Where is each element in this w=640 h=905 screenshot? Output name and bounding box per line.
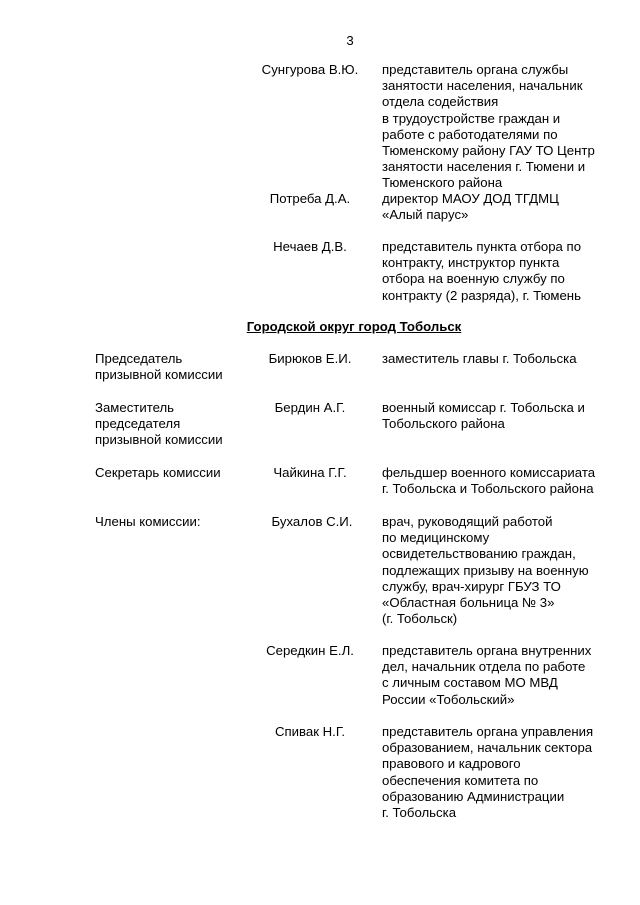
member-name: Бирюков Е.И. bbox=[268, 351, 352, 366]
member-description: врач, руководящий работой по медицинскому освидетельствованию граждан, подлежащих призыву на военную службу, врач-хирург ГБУЗ ТО «Областная больница № 3» (г. Тобольск) bbox=[382, 514, 589, 627]
member-description: военный комиссар г. Тобольска и Тобольского района bbox=[382, 400, 585, 432]
member-name: Спивак Н.Г. bbox=[274, 724, 346, 739]
member-description: представитель органа внутренних дел, начальник отдела по работе с личным составом МО МВД России «Тобольский» bbox=[382, 643, 592, 707]
role-label: Заместитель председателя призывной комиссии bbox=[95, 400, 223, 448]
member-description: фельдшер военного комиссариата г. Тобольска и Тобольского района bbox=[382, 465, 596, 497]
member-name: Сунгурова В.Ю. bbox=[261, 62, 359, 77]
page-number: 3 bbox=[346, 33, 354, 48]
member-description: представитель органа управления образованием, начальник сектора правового и кадрового обеспечения комитета по образованию Администрации г. Тобольска bbox=[382, 724, 594, 821]
member-name: Чайкина Г.Г. bbox=[273, 465, 347, 480]
members-label: Члены комиссии: bbox=[95, 514, 201, 529]
member-description: заместитель главы г. Тобольска bbox=[382, 351, 577, 366]
member-description: директор МАОУ ДОД ТГДМЦ «Алый парус» bbox=[382, 191, 559, 223]
member-description: представитель пункта отбора по контракту, инструктор пункта отбора на военную службу по контракту (2 разряда), г. Тюмень bbox=[382, 239, 582, 303]
section-heading: Городской округ город Тобольск bbox=[246, 319, 462, 334]
member-name: Бухалов С.И. bbox=[271, 514, 353, 529]
member-description: представитель органа службы занятости населения, начальник отдела содействия в трудоустройстве граждан и работе с работодателями по Тюменскому району ГАУ ТО Центр занятости населения г. Тюмени и Тюменского района bbox=[382, 62, 595, 191]
member-name: Нечаев Д.В. bbox=[273, 239, 347, 254]
role-label: Секретарь комиссии bbox=[95, 465, 221, 480]
member-name: Середкин Е.Л. bbox=[266, 643, 354, 658]
member-name: Потреба Д.А. bbox=[269, 191, 351, 206]
member-name: Бердин А.Г. bbox=[274, 400, 346, 415]
role-label: Председатель призывной комиссии bbox=[95, 351, 223, 383]
